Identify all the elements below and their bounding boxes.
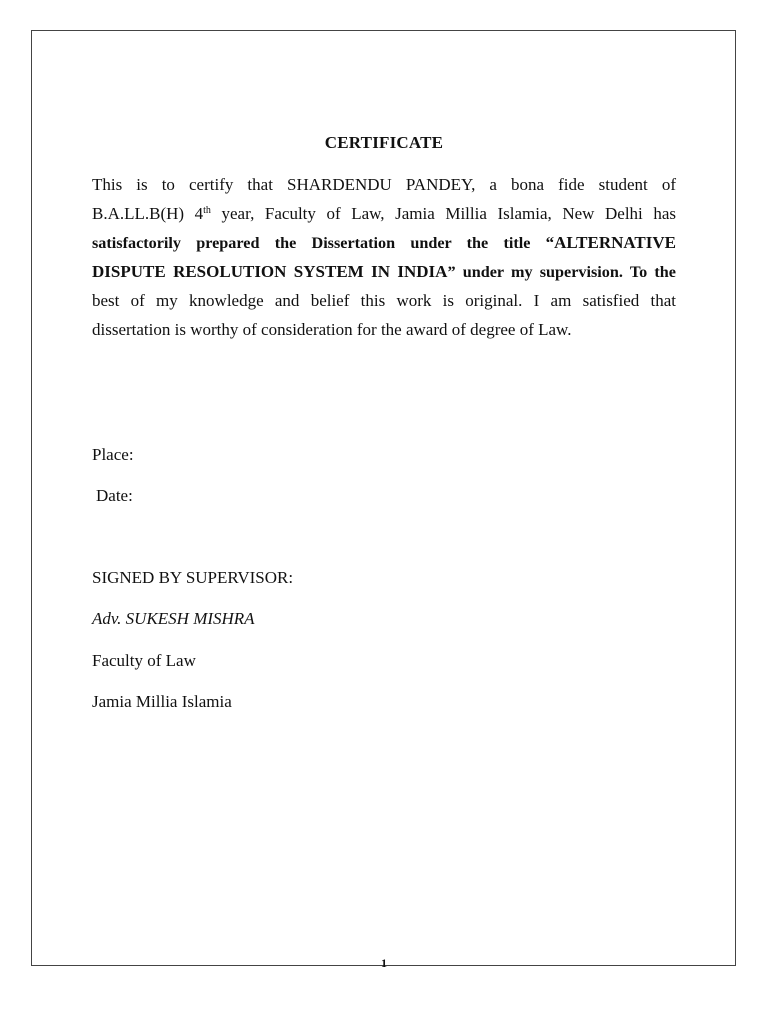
date-label: Date: bbox=[96, 486, 133, 505]
university-name: Jamia Millia Islamia bbox=[92, 692, 232, 711]
certificate-title: CERTIFICATE bbox=[324, 133, 444, 152]
dissertation-title-start: “ALTERNATIVE bbox=[545, 233, 676, 252]
body-line-3 bbox=[92, 228, 676, 257]
body-line-2-text: year, Faculty of Law, Jamia Millia Islamia, New Delhi has bbox=[210, 204, 676, 223]
supervision-text: ” under my supervision bbox=[447, 263, 619, 281]
body-line-6 bbox=[92, 315, 676, 344]
body-line-6-text: dissertation is worthy of consideration for the award of degree of Law. bbox=[92, 320, 572, 339]
body-line-4-tail: . To the bbox=[618, 263, 676, 281]
faculty-name: Faculty of Law bbox=[92, 651, 196, 670]
place-label: Place: bbox=[92, 445, 134, 464]
body-line-3-text: satisfactorily prepared the Dissertation under the title bbox=[92, 234, 546, 252]
page-number: 1 bbox=[381, 956, 387, 970]
body-line-1-text: This is to certify that SHARDENDU PANDEY, a bona fide student of bbox=[92, 175, 676, 194]
signed-by-label: SIGNED BY SUPERVISOR: bbox=[92, 568, 294, 587]
body-line-4 bbox=[92, 257, 676, 286]
ordinal-superscript: th bbox=[203, 205, 211, 216]
supervisor-name: Adv. SUKESH MISHRA bbox=[92, 609, 255, 628]
body-line-1 bbox=[92, 170, 676, 199]
dissertation-title-end: DISPUTE RESOLUTION SYSTEM IN INDIA bbox=[92, 262, 448, 281]
certificate-body bbox=[92, 170, 676, 344]
body-line-5-text: best of my knowledge and belief this work is original. I am satisfied that bbox=[92, 291, 676, 310]
body-line-2 bbox=[92, 199, 676, 228]
degree-text: B.A.LL.B(H) 4 bbox=[92, 204, 204, 223]
body-line-5 bbox=[92, 286, 676, 315]
